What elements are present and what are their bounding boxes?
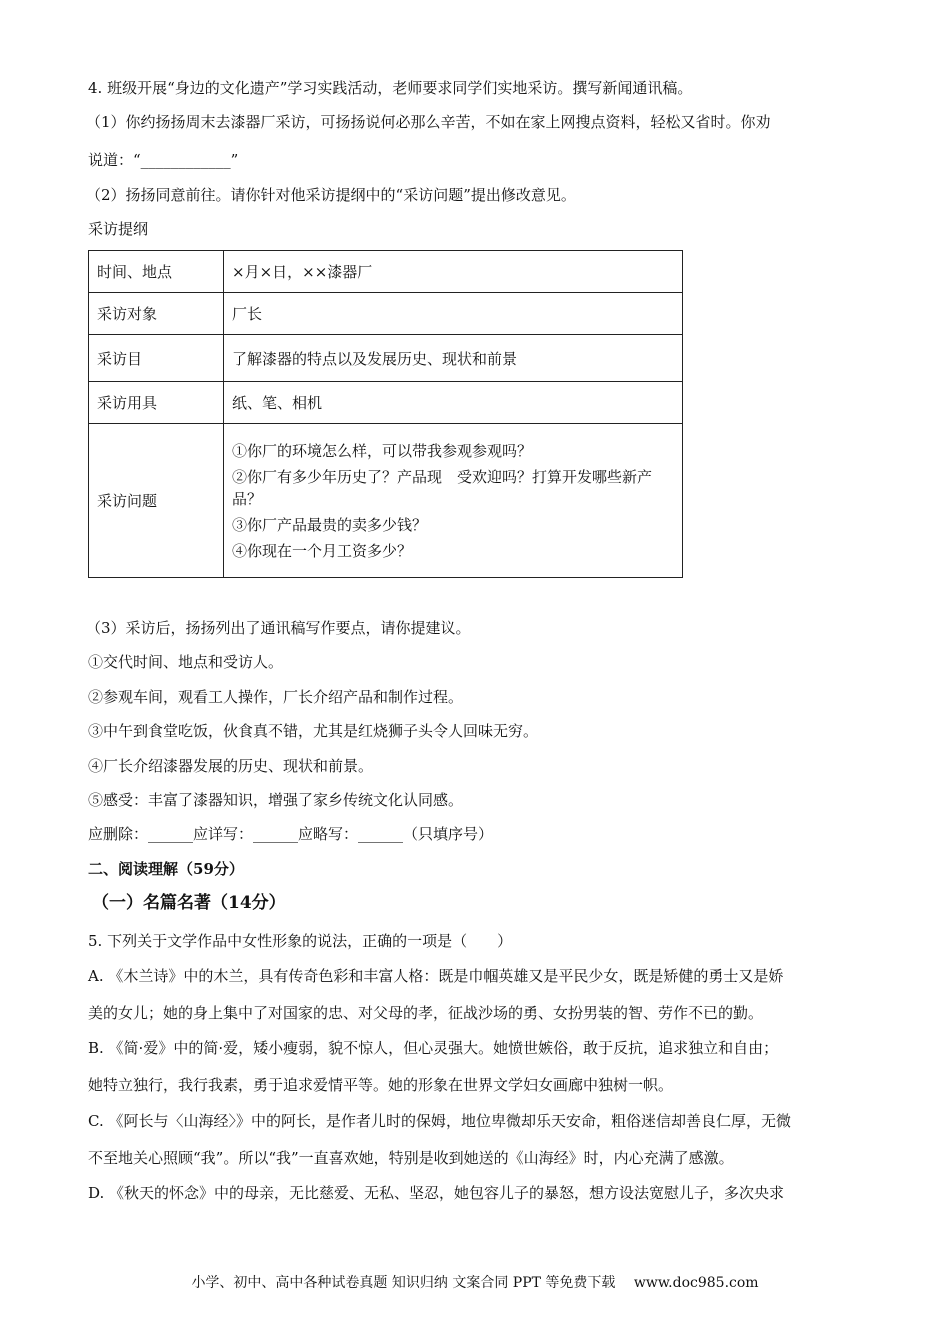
q4-stem: 4. 班级开展“身边的文化遗产”学习实践活动，老师要求同学们实地采访。撰写新闻通讯稿。: [88, 79, 693, 97]
writing-point: ①交代时间、地点和受访人。: [88, 653, 284, 671]
writing-point: ⑤感受：丰富了漆器知识，增强了家乡传统文化认同感。: [88, 791, 464, 809]
interview-question: ②你厂有多少年历史了？产品现 受欢迎吗？打算开发哪些新产品？: [232, 467, 653, 508]
interview-outline-table: [88, 250, 683, 578]
row-value: 了解漆器的特点以及发展历史、现状和前景: [224, 335, 683, 382]
row-label: 采访用具: [89, 382, 224, 424]
table-row: [89, 382, 683, 424]
option-b-line1: B. 《简·爱》中的简·爱，矮小瘦弱，貌不惊人，但心灵强大。她愤世嫉俗，敢于反抗，追求独立和自由；: [88, 1039, 779, 1057]
row-value: 纸、笔、相机: [224, 382, 683, 424]
q4-part3: （3）采访后，扬扬列出了通讯稿写作要点，请你提建议。: [86, 619, 471, 637]
interview-question: ③你厂产品最贵的卖多少钱？: [232, 515, 428, 534]
q4-part1-line2: 说道：“____________”: [88, 151, 239, 169]
page-footer: [0, 1272, 950, 1292]
table-row: [89, 335, 683, 382]
q4-part2: （2）扬扬同意前往。请你针对他采访提纲中的“采访问题”提出修改意见。: [86, 186, 576, 204]
interview-question: ①你厂的环境怎么样，可以带我参观参观吗？: [232, 441, 533, 460]
row-value: ×月×日，××漆器厂: [224, 251, 683, 293]
writing-point: ③中午到食堂吃饭，伙食真不错，尤其是红烧狮子头令人回味无穷。: [88, 722, 539, 740]
sub-heading: （一）名篇名著（14分）: [92, 893, 286, 913]
table-row: [89, 293, 683, 335]
option-a-line2: 美的女儿；她的身上集中了对国家的忠、对父母的孝，征战沙场的勇、女扮男装的智、劳作不已的勤。: [88, 1004, 764, 1022]
section-heading: 二、阅读理解（59分）: [88, 860, 244, 878]
table-row-questions: [89, 424, 683, 578]
option-c-line2: 不至地关心照顾“我”。所以“我”一直喜欢她，特别是收到她送的《山海经》时，内心充满了感激。: [88, 1149, 734, 1167]
row-label: 时间、地点: [89, 251, 224, 293]
table-row: [89, 251, 683, 293]
row-value: 厂长: [224, 293, 683, 335]
questions-cell: [224, 424, 683, 578]
row-label: 采访问题: [89, 424, 224, 578]
writing-point: ②参观车间，观看工人操作，厂长介绍产品和制作过程。: [88, 688, 464, 706]
answer-line: 应删除：______应详写：______应略写：______（只填序号）: [88, 825, 494, 843]
outline-title: 采访提纲: [88, 220, 149, 238]
q4-part1-line1: （1）你约扬扬周末去漆器厂采访，可扬扬说何必那么辛苦，不如在家上网搜点资料，轻松又省时。你劝: [86, 113, 771, 131]
q5-stem: 5. 下列关于文学作品中女性形象的说法，正确的一项是（ ）: [88, 932, 513, 950]
row-label: 采访对象: [89, 293, 224, 335]
option-a-line1: A. 《木兰诗》中的木兰，具有传奇色彩和丰富人格：既是巾帼英雄又是平民少女，既是矫健的勇士又是娇: [88, 967, 784, 985]
footer-text: 小学、初中、高中各种试卷真题 知识归纳 文案合同 PPT 等免费下载: [191, 1275, 616, 1291]
option-c-line1: C. 《阿长与〈山海经〉》中的阿长，是作者儿时的保姆，地位卑微却乐天安命，粗俗迷信却善良仁厚，无微: [88, 1112, 791, 1130]
option-d-line1: D. 《秋天的怀念》中的母亲，无比慈爱、无私、坚忍，她包容儿子的暴怒，想方设法宽慰儿子，多次央求: [88, 1184, 785, 1202]
writing-point: ④厂长介绍漆器发展的历史、现状和前景。: [88, 757, 374, 775]
row-label: 采访目: [89, 335, 224, 382]
footer-link[interactable]: www.doc985.com: [633, 1275, 759, 1291]
interview-question: ④你现在一个月工资多少？: [232, 541, 413, 560]
option-b-line2: 她特立独行，我行我素，勇于追求爱情平等。她的形象在世界文学妇女画廊中独树一帜。: [88, 1076, 674, 1094]
